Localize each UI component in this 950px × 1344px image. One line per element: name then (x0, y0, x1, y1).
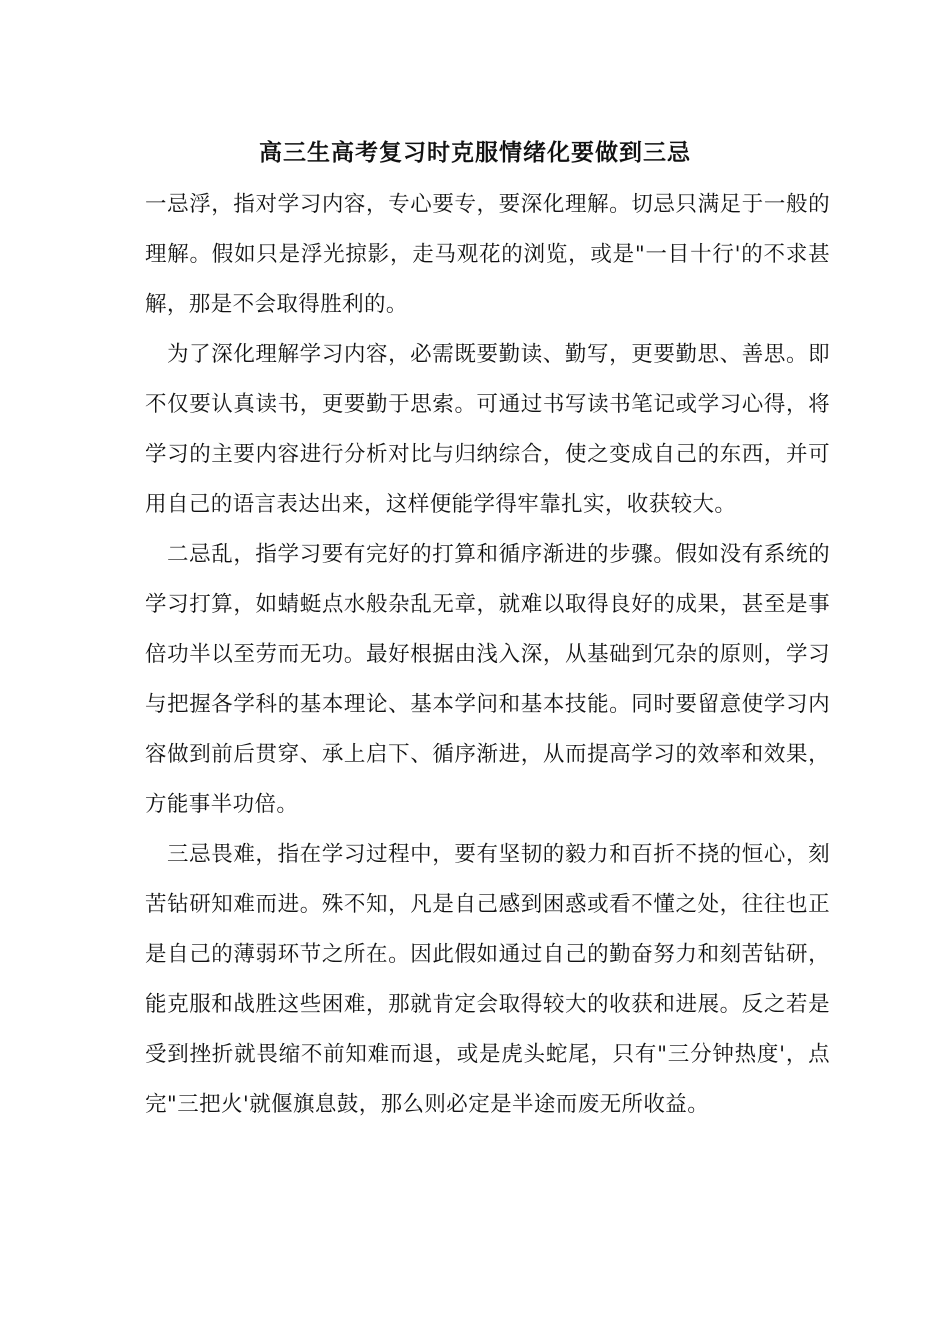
paragraph-3: 二忌乱，指学习要有完好的打算和循序渐进的步骤。假如没有系统的学习打算，如蜻蜓点水般杂乱无章，就难以取得良好的成果，甚至是事倍功半以至劳而无功。最好根据由浅入深，从基础到冗杂的原则，学习与把握各学科的基本理论、基本学问和基本技能。同时要留意使学习内容做到前后贯穿、承上启下、循序渐进，从而提高学习的效率和效果，方能事半功倍。 (145, 542, 830, 817)
document-body (145, 180, 830, 1130)
paragraph-2: 为了深化理解学习内容，必需既要勤读、勤写，更要勤思、善思。即不仅要认真读书，更要勤于思索。可通过书写读书笔记或学习心得，将学习的主要内容进行分析对比与归纳综合，使之变成自己的东西，并可用自己的语言表达出来，这样便能学得牢靠扎实，收获较大。 (145, 342, 830, 517)
paragraph-1: 一忌浮，指对学习内容，专心要专，要深化理解。切忌只满足于一般的理解。假如只是浮光掠影，走马观花的浏览，或是"一目十行'的不求甚解，那是不会取得胜利的。 (145, 192, 830, 317)
paragraph-4: 三忌畏难，指在学习过程中，要有坚韧的毅力和百折不挠的恒心，刻苦钻研知难而进。殊不知，凡是自己感到困惑或看不懂之处，往往也正是自己的薄弱环节之所在。因此假如通过自己的勤奋努力和刻苦钻研，能克服和战胜这些困难，那就肯定会取得较大的收获和进展。反之若是受到挫折就畏缩不前知难而退，或是虎头蛇尾，只有"三分钟热度'，点完"三把火'就偃旗息鼓，那么则必定是半途而废无所收益。 (145, 842, 830, 1117)
document-title: 高三生高考复习时克服情绪化要做到三忌 (259, 139, 691, 166)
